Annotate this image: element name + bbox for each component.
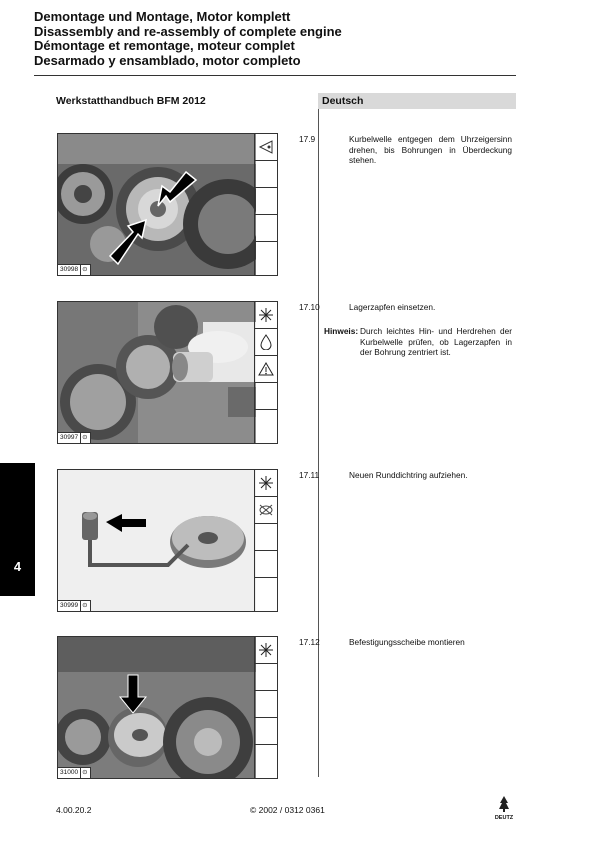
snowflake-icon [255,302,277,329]
header-divider [34,75,516,76]
figure-3 [57,469,278,612]
engine-photo-2 [58,302,256,443]
title-english: Disassembly and re-assembly of complete engine [34,23,342,39]
note-label: Hinweis: [324,326,359,336]
engine-photo-4 [58,637,256,778]
figure-4 [57,636,278,779]
caution-triangle-icon [255,134,277,161]
figure-1 [57,133,278,276]
column-divider [318,109,319,777]
svg-text:DEUTZ: DEUTZ [494,815,514,821]
figure-number: 30998 ⊙ [58,264,91,275]
title-german: Demontage und Montage, Motor komplett [34,9,291,24]
note-17-10 [324,326,512,358]
language-label: Deutsch [318,93,516,109]
manual-title: Werkstatthandbuch BFM 2012 [56,95,206,107]
deutz-logo-icon [492,795,516,821]
note-text: Durch leichtes Hin- und Herdrehen der Kurbelwelle prüfen, ob Lagerzapfen in der Bohrung zentriert ist. [360,326,512,357]
page-code: 4.00.20.2 [56,805,92,815]
engine-photo-1 [58,134,256,275]
no-oil-icon [255,497,277,524]
icon-column [254,302,277,443]
document-titles [34,10,342,68]
snowflake-icon [255,637,277,664]
icon-column [254,470,277,611]
oil-drop-icon [255,329,277,356]
chapter-tab [0,463,35,596]
copyright: © 2002 / 0312 0361 [250,805,325,815]
figure-number: 30997 ⊙ [58,432,91,443]
figure-number: 30999 ⊙ [58,600,91,611]
figure-number: 31000 ⊙ [58,767,91,778]
icon-column [254,134,277,275]
step-17-10: 17.10 Lagerzapfen einsetzen. [299,302,436,312]
title-french: Démontage et remontage, moteur complet [34,38,295,53]
icon-column [254,637,277,778]
seal-ring-photo [58,470,256,611]
warning-icon [255,356,277,383]
title-spanish: Desarmado y ensamblado, motor completo [34,52,301,68]
step-17-11: 17.11 Neuen Runddichtring aufziehen. [299,470,468,480]
step-17-9: 17.9 Kurbelwelle entgegen dem Uhrzeigersinn drehen, bis Bohrungen in Überdeckung stehen. [299,134,512,165]
step-17-12: 17.12 Befestigungsscheibe montieren [299,637,465,647]
snowflake-icon [255,470,277,497]
chapter-number: 4 [13,559,22,574]
figure-2 [57,301,278,444]
